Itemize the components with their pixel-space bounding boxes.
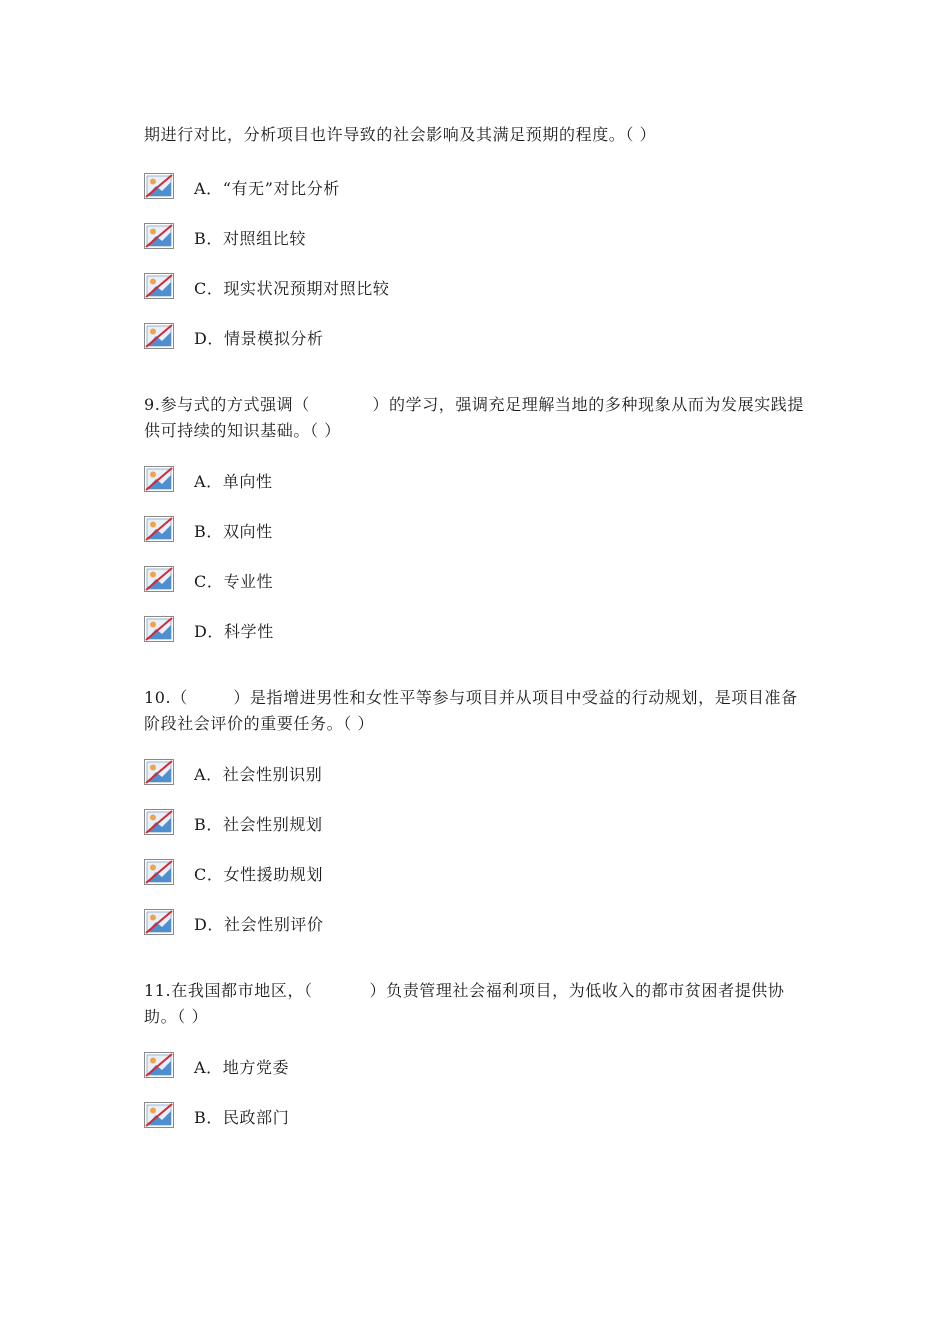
option-label: B．双向性 [194,522,273,541]
option-row[interactable] [144,859,323,887]
option-row[interactable] [144,909,324,937]
option-label: B．对照组比较 [194,229,306,248]
option-label: D．科学性 [194,622,274,641]
option-label: A．“有无”对比分析 [194,179,340,198]
broken-image-checkbox-icon[interactable] [144,223,174,249]
option-label: B．社会性别规划 [194,815,323,834]
broken-image-checkbox-icon[interactable] [144,759,174,785]
option-row[interactable] [144,1052,289,1080]
option-label: D．社会性别评价 [194,915,324,934]
broken-image-checkbox-icon[interactable] [144,1102,174,1128]
broken-image-checkbox-icon[interactable] [144,859,174,885]
option-row[interactable] [144,323,324,351]
broken-image-checkbox-icon[interactable] [144,466,174,492]
option-label: C．现实状况预期对照比较 [194,279,390,298]
option-label: A．地方党委 [194,1058,290,1077]
question-text: 9.参与式的方式强调（ ）的学习，强调充足理解当地的多种现象从而为发展实践提供可持续的知识基础。（ ） [144,395,805,440]
question-text: 10.（ ）是指增进男性和女性平等参与项目并从项目中受益的行动规划，是项目准备阶段社会评价的重要任务。（ ） [144,688,798,733]
broken-image-checkbox-icon[interactable] [144,273,174,299]
option-row[interactable] [144,466,273,494]
option-row[interactable] [144,759,322,787]
option-label: C．女性援助规划 [194,865,324,884]
broken-image-checkbox-icon[interactable] [144,566,174,592]
question-text: 11.在我国都市地区，（ ）负责管理社会福利项目，为低收入的都市贫困者提供协助。（ ） [144,981,785,1026]
option-row[interactable] [144,809,323,837]
broken-image-checkbox-icon[interactable] [144,173,174,199]
option-row[interactable] [144,1102,289,1130]
option-label: A．单向性 [194,472,273,491]
broken-image-checkbox-icon[interactable] [144,1052,174,1078]
question-text: 期进行对比，分析项目也许导致的社会影响及其满足预期的程度。（ ） [144,125,657,144]
option-label: C．专业性 [194,572,274,591]
option-row[interactable] [144,273,389,301]
option-row[interactable] [144,173,340,201]
option-row[interactable] [144,616,274,644]
option-label: B．民政部门 [194,1108,290,1127]
broken-image-checkbox-icon[interactable] [144,323,174,349]
broken-image-checkbox-icon[interactable] [144,616,174,642]
option-label: A．社会性别识别 [194,765,323,784]
option-label: D．情景模拟分析 [194,329,324,348]
broken-image-checkbox-icon[interactable] [144,516,174,542]
option-row[interactable] [144,223,306,251]
broken-image-checkbox-icon[interactable] [144,809,174,835]
option-row[interactable] [144,516,273,544]
broken-image-checkbox-icon[interactable] [144,909,174,935]
option-row[interactable] [144,566,273,594]
